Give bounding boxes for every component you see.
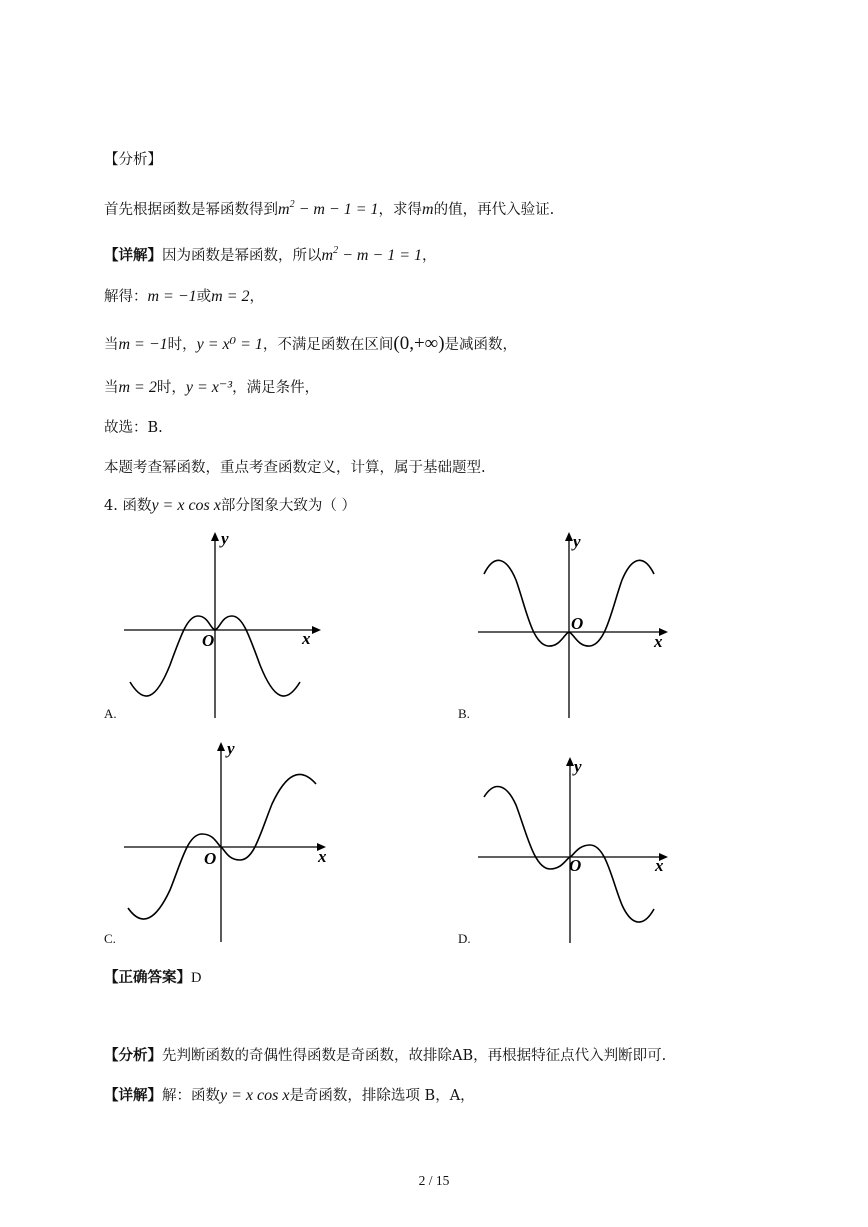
graph-b-svg <box>476 530 676 720</box>
question4-stem: 4. 函数y = x cos x部分图象大致为（ ） <box>104 497 356 514</box>
option-a-label[interactable]: A. <box>104 706 117 721</box>
case2-line: 当m = 2时，y = x⁻³，满足条件， <box>104 379 320 396</box>
y-axis-arrow <box>566 757 574 766</box>
y-axis-label: y <box>574 757 582 776</box>
origin-label: O <box>202 631 215 650</box>
solve-line: 解得：m = −1或m = 2， <box>104 288 265 305</box>
detail-line: 【详解】因为函数是幂函数，所以$m^2 - m - 1 = 1$， <box>104 245 437 264</box>
origin-label: O <box>569 856 582 875</box>
y-axis-arrow <box>211 532 219 541</box>
graph-d-svg <box>476 755 676 945</box>
curve-d <box>484 787 654 923</box>
graph-c-svg <box>122 740 337 945</box>
equation-power-2: $m^2 - m - 1 = 1$ <box>321 245 423 264</box>
y-axis-label: y <box>227 739 235 758</box>
y-axis-arrow <box>565 532 573 541</box>
x-axis-arrow <box>312 626 321 634</box>
analysis-line: 首先根据函数是幂函数得到$m^2 - m - 1 = 1$，求得m的值，再代入验证. <box>104 199 555 218</box>
option-c-label[interactable]: C. <box>104 931 116 946</box>
x-axis-label: x <box>318 847 327 866</box>
graph-option-c[interactable] <box>122 740 337 945</box>
answer-line: 【正确答案】D <box>104 969 202 986</box>
q4-analysis-line: 【分析】先判断函数的奇偶性得函数是奇函数，故排除AB，再根据特征点代入判断即可. <box>104 1047 667 1064</box>
origin-label: O <box>204 849 217 868</box>
option-b-label[interactable]: B. <box>458 706 470 721</box>
case1-line: 当m = −1时，y = x⁰ = 1，不满足函数在区间(0,+∞)是减函数， <box>104 333 518 354</box>
analysis-heading: 【分析】 <box>104 152 162 168</box>
x-axis-label: x <box>655 856 664 875</box>
choose-line: 故选：B. <box>104 420 163 436</box>
y-axis-label: y <box>221 529 229 548</box>
q4-detail-line: 【详解】解：函数y = x cos x是奇函数，排除选项 B，A， <box>104 1087 475 1104</box>
y-axis-label: y <box>573 532 581 551</box>
graph-option-b[interactable] <box>476 530 676 720</box>
graph-a-svg <box>122 530 322 720</box>
equation-power: $m^2 - m - 1 = 1$ <box>278 199 379 218</box>
graph-option-d[interactable] <box>476 755 676 945</box>
x-axis-label: x <box>654 632 663 651</box>
graph-option-a[interactable] <box>122 530 322 720</box>
page-number: 2 / 15 <box>418 1173 450 1188</box>
summary-line: 本题考查幂函数，重点考查函数定义，计算，属于基础题型. <box>104 460 486 476</box>
origin-label: O <box>571 614 584 633</box>
x-axis-label: x <box>302 629 311 648</box>
option-d-label[interactable]: D. <box>458 931 471 946</box>
y-axis-arrow <box>217 742 225 751</box>
